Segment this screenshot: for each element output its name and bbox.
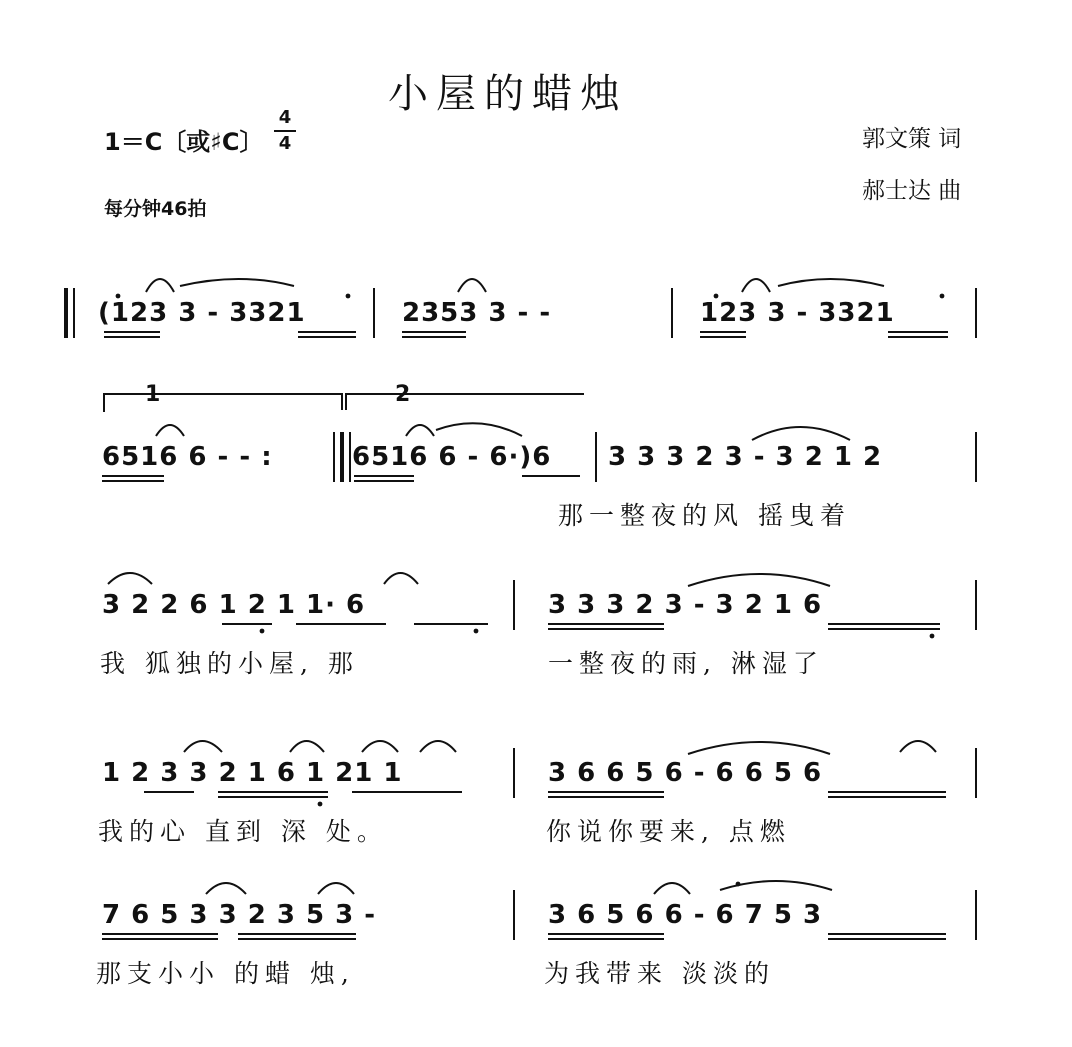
slur bbox=[180, 279, 294, 286]
key-signature: 1＝C〔或♯C〕 bbox=[104, 128, 264, 156]
line-4-lyrics-2: 你说你要来, 点燃 bbox=[546, 817, 791, 846]
second-ending-bracket bbox=[346, 394, 584, 410]
slur bbox=[688, 742, 830, 754]
slur bbox=[362, 741, 398, 752]
line-4-lyrics-1: 我的心 直到 深 处。 bbox=[98, 817, 388, 846]
line-2-measure-1: 6516 6 - - : bbox=[102, 442, 273, 472]
slur bbox=[742, 279, 770, 292]
lyricist-credit: 郭文策 词 bbox=[862, 126, 962, 152]
tempo-marking: 每分钟46拍 bbox=[104, 198, 207, 220]
slur bbox=[184, 741, 222, 752]
slur bbox=[146, 279, 174, 292]
line-2-measure-3: 3 3 3 2 3 - 3 2 1 2 bbox=[608, 442, 883, 472]
line-1-measure-1: (123 3 - 3321 bbox=[98, 298, 306, 328]
slur bbox=[778, 279, 884, 286]
line-5-lyrics-2: 为我带来 淡淡的 bbox=[544, 959, 775, 988]
time-signature-bottom: 4 bbox=[278, 133, 292, 154]
slur bbox=[688, 574, 830, 586]
line-5-lyrics-1: 那支小小 的蜡 烛, bbox=[96, 959, 355, 988]
line-1-measure-2: 2353 3 - - bbox=[402, 298, 552, 328]
line-3-lyrics-2: 一整夜的雨, 淋湿了 bbox=[548, 649, 824, 678]
page-title: 小屋的蜡烛 bbox=[388, 71, 628, 117]
line-5-measure-2: 3 6 5 6 6 - 6 7 5 3 bbox=[548, 900, 823, 930]
line-3-measure-1: 3 2 2 6 1 2 1 1· 6 bbox=[102, 590, 366, 620]
slur bbox=[420, 741, 456, 752]
line-3-measure-2: 3 3 3 2 3 - 3 2 1 6 bbox=[548, 590, 823, 620]
line-3-lyrics-1: 我 狐独的小屋, 那 bbox=[100, 649, 359, 678]
slur bbox=[290, 741, 324, 752]
second-ending-number: 2 bbox=[395, 382, 411, 407]
slur bbox=[458, 279, 486, 292]
time-signature-top: 4 bbox=[278, 107, 292, 128]
line-5-measure-1: 7 6 5 3 3 2 3 5 3 - bbox=[102, 900, 377, 930]
slur bbox=[406, 425, 434, 436]
slur bbox=[206, 883, 246, 894]
line-4-measure-1: 1 2 3 3 2 1 6 1 21 1 bbox=[102, 758, 403, 788]
slur bbox=[384, 573, 418, 584]
line-1-measure-3: 123 3 - 3321 bbox=[700, 298, 895, 328]
slur bbox=[654, 883, 690, 894]
first-ending-bracket bbox=[104, 394, 342, 412]
composer-credit: 郝士达 曲 bbox=[862, 178, 962, 204]
slur bbox=[900, 741, 936, 752]
line-4-measure-2: 3 6 6 5 6 - 6 6 5 6 bbox=[548, 758, 823, 788]
first-ending-number: 1 bbox=[145, 382, 161, 407]
line-2-measure-2: 6516 6 - 6·)6 bbox=[352, 442, 552, 472]
slur bbox=[436, 423, 522, 436]
slur bbox=[318, 883, 354, 894]
slur bbox=[752, 427, 850, 440]
slur bbox=[156, 425, 184, 436]
line-2-lyrics: 那一整夜的风 摇曳着 bbox=[558, 501, 851, 530]
slur bbox=[108, 573, 152, 584]
